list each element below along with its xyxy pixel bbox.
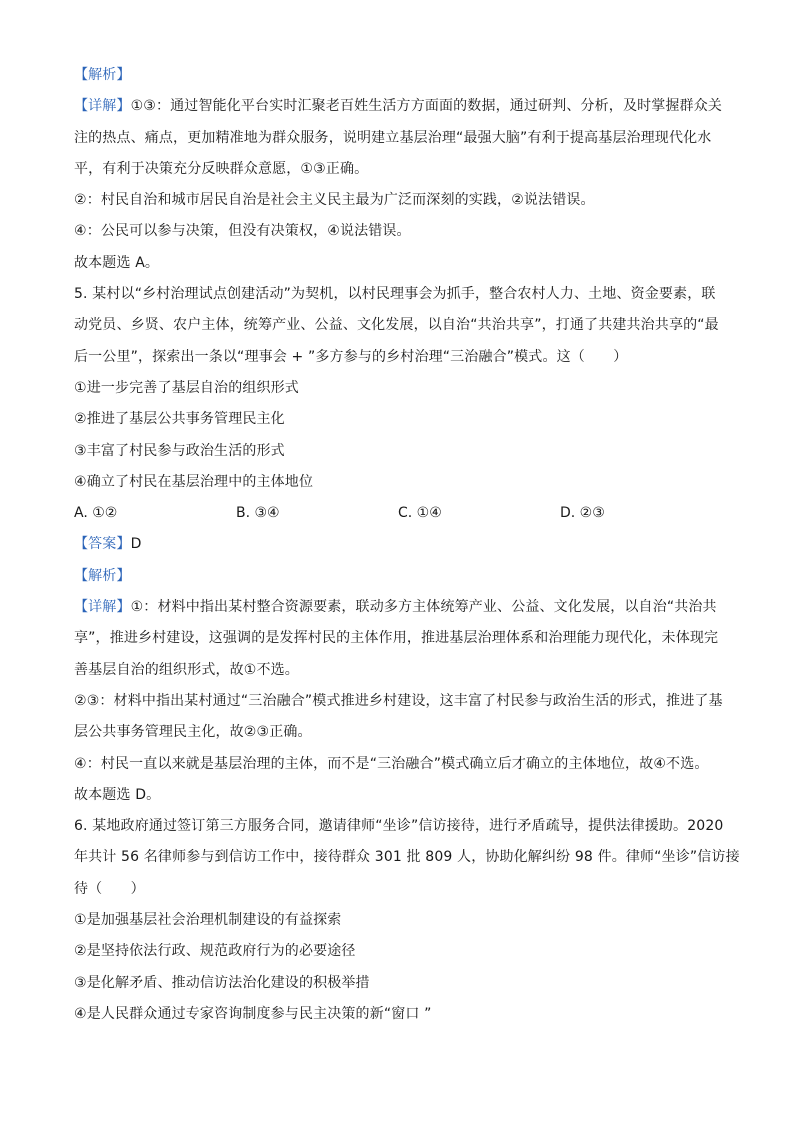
option-c: C. ①④ [398,505,442,522]
analysis-heading: 【解析】 [74,67,131,83]
analysis-line: ②③：材料中指出某村通过“三治融合”模式推进乡村建设，这丰富了村民参与政治生活的形式，推进了基 [74,692,723,709]
answer-options [74,498,724,529]
statement-item: ③是化解矛盾、推动信访法治化建设的积极举措 [74,974,370,991]
answer-value: D [130,536,142,553]
option-d: D. ②③ [560,505,605,522]
detail-tag: 【详解】 [74,599,131,616]
question-stem: 待（ ） [74,880,145,897]
question-stem: 动党员、乡贤、农户主体，统筹产业、公益、文化发展，以自治“共治共享”，打通了共建共治共享的“最 [74,317,719,334]
analysis-line: ②：村民自治和城市居民自治是社会主义民主最为广泛而深刻的实践，②说法错误。 [74,192,595,209]
option-a: A. ①② [74,505,118,522]
analysis-line: 注的热点、痛点，更加精准地为群众服务，说明建立基层治理“最强大脑”有利于提高基层治理现代化水 [74,129,712,146]
option-b: B. ③④ [236,505,280,522]
analysis-line [74,592,724,623]
statement-item: ①进一步完善了基层自治的组织形式 [74,379,299,396]
statement-item: ②推进了基层公共事务管理民主化 [74,411,285,428]
statement-item: ③丰富了村民参与政治生活的形式 [74,442,285,459]
question-stem: 6. 某地政府通过签订第三方服务合同，邀请律师“坐诊”信访接待，进行矛盾疏导，提供法律援助。2020 [74,818,724,835]
answer-tag: 【答案】 [74,536,131,553]
analysis-line: 善基层自治的组织形式，故①不选。 [74,661,299,678]
analysis-conclusion: 故本题选 D。 [74,786,161,803]
analysis-line: 享”，推进乡村建设，这强调的是发挥村民的主体作用，推进基层治理体系和治理能力现代化，未体现完 [74,630,719,647]
analysis-line: ④：公民可以参与决策，但没有决策权，④说法错误。 [74,223,411,240]
analysis-line [74,91,724,122]
detail-tag: 【详解】 [74,98,131,115]
analysis-text: ①③：通过智能化平台实时汇聚老百姓生活方方面面的数据，通过研判、分析，及时掌握群众关 [130,98,723,115]
question-stem: 年共计 56 名律师参与到信访工作中，接待群众 301 批 809 人，协助化解纠纷 98 件。律师“坐诊”信访接 [74,849,740,866]
answer-line [74,529,724,560]
question-stem: 5. 某村以“乡村治理试点创建活动”为契机，以村民理事会为抓手，整合农村人力、土地、资金要素，联 [74,286,716,303]
statement-item: ④确立了村民在基层治理中的主体地位 [74,473,314,490]
analysis-conclusion: 故本题选 A。 [74,254,160,271]
statement-item: ④是人民群众通过专家咨询制度参与民主决策的新“窗口 ” [74,1005,432,1022]
question-stem: 后一公里”，探索出一条以“理事会 + ”多方参与的乡村治理“三治融合”模式。这（ ） [74,348,628,365]
document-page [74,60,740,1030]
analysis-line: 层公共事务管理民主化，故②③正确。 [74,724,312,741]
analysis-line: ④：村民一直以来就是基层治理的主体，而不是“三治融合”模式确立后才确立的主体地位，故④不选。 [74,755,709,772]
analysis-text: ①：材料中指出某村整合资源要素，联动多方主体统筹产业、公益、文化发展，以自治“共治共 [130,599,717,616]
analysis-heading: 【解析】 [74,567,131,584]
statement-item: ①是加强基层社会治理机制建设的有益探索 [74,912,342,929]
statement-item: ②是坚持依法行政、规范政府行为的必要途径 [74,943,356,960]
analysis-line: 平，有利于决策充分反映群众意愿，①③正确。 [74,160,369,177]
